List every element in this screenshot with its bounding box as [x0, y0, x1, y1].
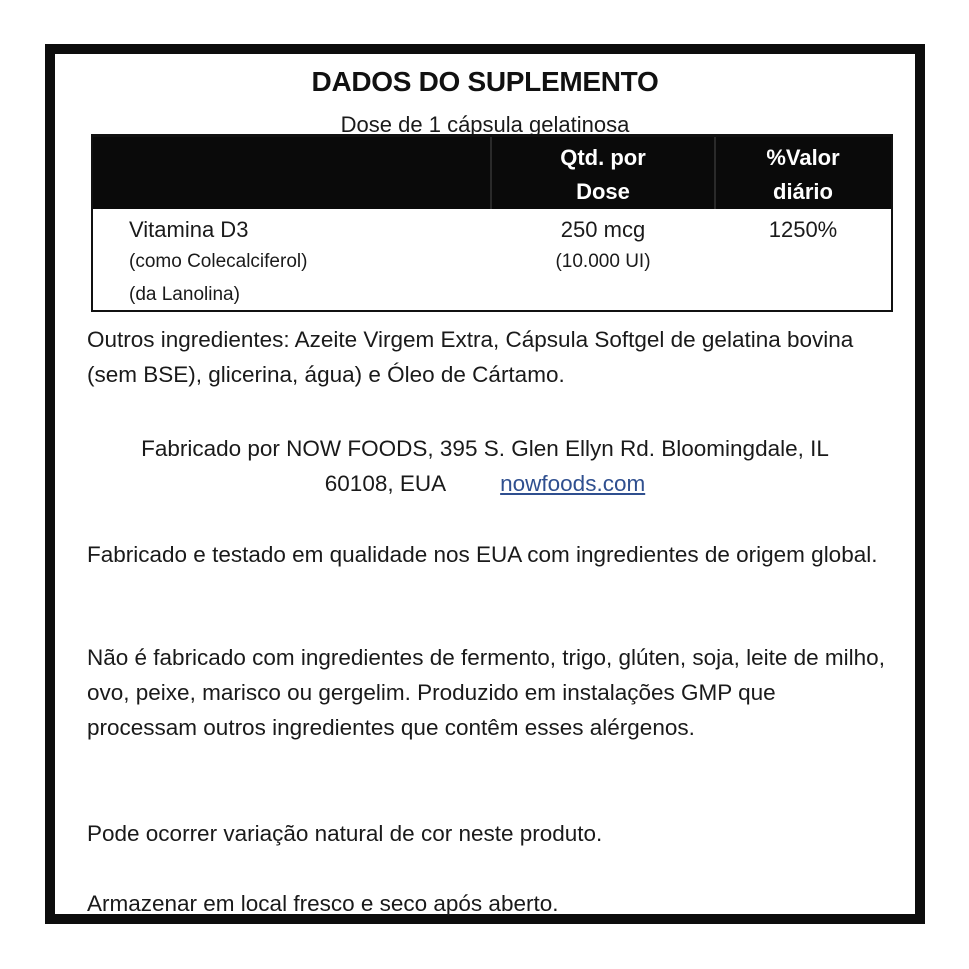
supplement-facts-table: [91, 134, 893, 312]
made-tested-statement: Fabricado e testado em qualidade nos EUA com ingredientes de origem global.: [87, 542, 878, 567]
supplement-label-panel: [45, 44, 925, 924]
header-daily-value: %Valor diário: [766, 145, 840, 204]
manufacturer-zip: 60108, EUA: [324, 471, 447, 496]
allergen-statement: Não é fabricado com ingredientes de fermento, trigo, glúten, soja, leite de milho, ovo, peixe, marisco ou gergelim. Produzido em instalações GMP que processam outros ingredientes que contêm esses alérgenos.: [87, 645, 885, 740]
nutrient-amount: 250 mcg: [560, 217, 646, 242]
serving-size: Dose de 1 cápsula gelatinosa: [340, 112, 630, 137]
nutrient-amount-iu: (10.000 UI): [555, 251, 651, 272]
website-link[interactable]: nowfoods.com: [500, 471, 646, 496]
storage-instructions: Armazenar em local fresco e seco após aberto.: [87, 891, 559, 916]
nutrient-name: Vitamina D3: [129, 217, 249, 242]
manufacturer-address: Fabricado por NOW FOODS, 395 S. Glen Ellyn Rd. Bloomingdale, IL: [141, 436, 829, 461]
table-header: [93, 137, 891, 209]
nutrient-origin: (da Lanolina): [129, 284, 240, 305]
nutrient-daily-value: 1250%: [768, 217, 838, 242]
other-ingredients: Outros ingredientes: Azeite Virgem Extra, Cápsula Softgel de gelatina bovina (sem BSE), glicerina, água) e Óleo de Cártamo.: [87, 327, 854, 387]
header-amount-per-serving: Qtd. por Dose: [560, 145, 646, 204]
nutrient-source: (como Colecalciferol): [129, 251, 308, 272]
label-title: DADOS DO SUPLEMENTO: [311, 66, 659, 97]
color-variation-note: Pode ocorrer variação natural de cor neste produto.: [87, 821, 603, 846]
manufacturer-info: [75, 431, 895, 501]
